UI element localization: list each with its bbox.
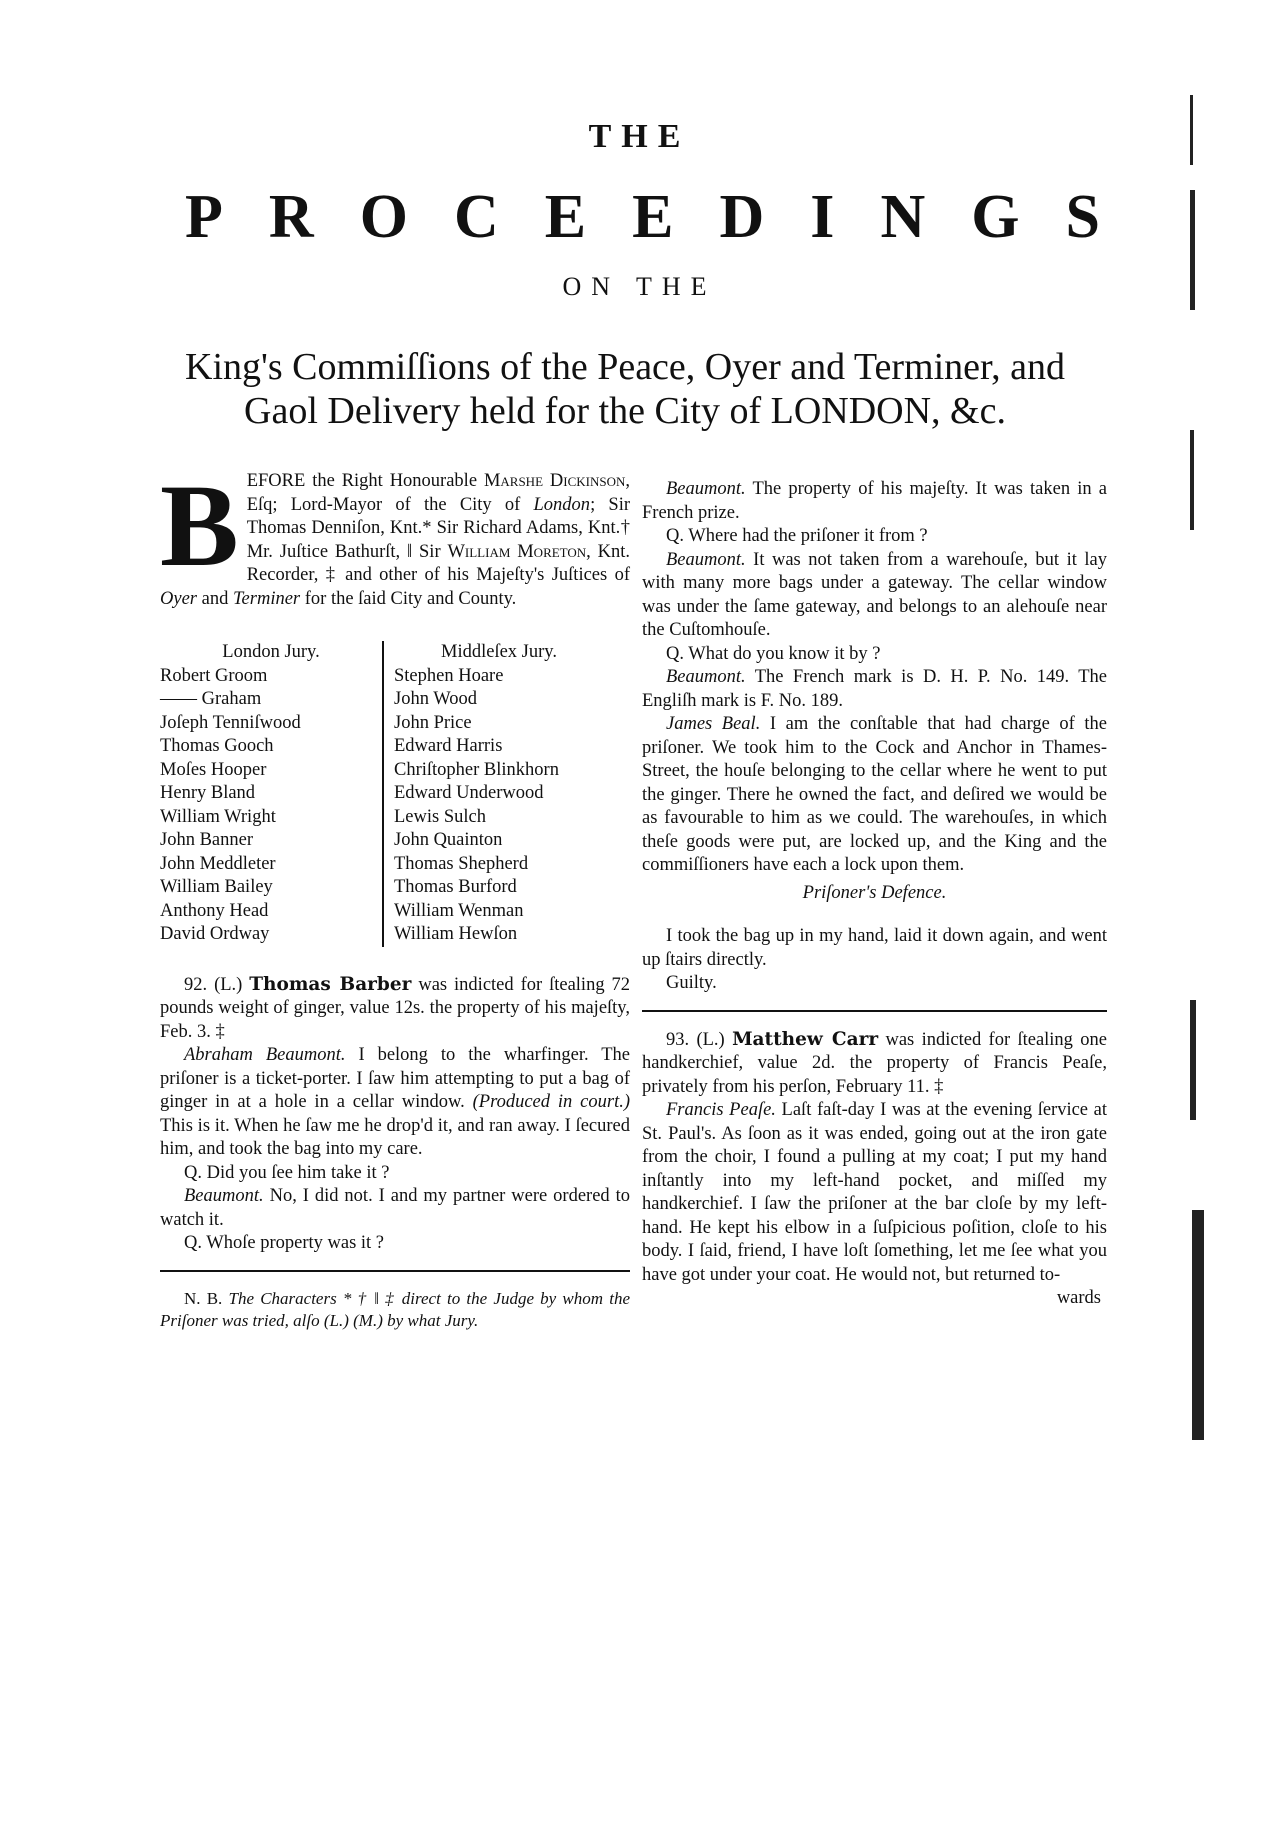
juror-name: William Hewſon <box>394 924 518 944</box>
juror-name: Thomas Gooch <box>160 736 274 756</box>
intro-text-a: EFORE the Right Honourable <box>246 471 484 491</box>
juror-name: —— Graham <box>160 689 262 709</box>
case-92-charge: was indicted for ſtealing 72 pounds weight of ginger, value 12s. the property of his majeſty, Feb. 3. ‡ <box>160 974 631 1042</box>
intro-mayor: Marshe Dickinson <box>483 471 626 491</box>
juror-name: Chriſtopher Blinkhorn <box>394 759 559 780</box>
juror-name: John Quainton <box>394 830 503 850</box>
case-92-answer-1 <box>160 1185 630 1232</box>
title-letter: C <box>453 183 499 251</box>
witness-name: Beaumont. <box>666 479 746 499</box>
defence-heading-text: Priſoner's Defence. <box>802 882 947 903</box>
testimony-text: I am the conſtable that had charge of the priſoner. We took him to the Cock and Anchor in Thames-Street, the houſe belonging to the cellar where he went to put the ginger. There he owned the fact, and deſired we would be as favourable to him as we could. The warehouſes, in which theſe goods were put, are locked up, and the King and the commiſſioners have each a lock upon them. <box>642 714 1107 875</box>
scan-edge-mark <box>1190 190 1195 310</box>
question-4: Q. What do you know it by ? <box>666 643 881 664</box>
juror-name: Robert Groom <box>160 665 268 686</box>
divider-rule <box>160 1270 630 1272</box>
subtitle <box>150 345 1100 433</box>
juror-name: David Ordway <box>160 924 270 944</box>
case-92-question-2: Q. Whoſe property was it ? <box>184 1233 385 1253</box>
testimony-text: I belong to the wharfinger. The priſoner is a ticket-porter. I ſaw him attempting to put a bag of ginger in at a hole in a cellar window. <box>160 1045 630 1112</box>
defence-heading <box>642 882 1107 906</box>
juror-name: Stephen Hoare <box>394 665 504 686</box>
juror-name: John Meddleter <box>160 853 276 874</box>
juror-name: Lewis Sulch <box>394 806 486 827</box>
case-93-defendant: Matthew Carr <box>732 1028 879 1050</box>
juror-name: Joſeph Tenniſwood <box>160 712 301 733</box>
witness-name: Beaumont. <box>184 1186 264 1206</box>
case-92-question-1: Q. Did you ſee him take it ? <box>184 1162 390 1183</box>
testimony-text-b: This is it. When he ſaw me he drop'd it, and ran away. I ſecured him, and took the bag into my care. <box>160 1115 630 1159</box>
intro-text-c: ; Sir Thomas Denniſon, Knt.* Sir Richard Adams, Knt.† Mr. Juſtice Bathurſt, ‖ Sir <box>246 494 630 562</box>
left-column <box>160 460 631 1332</box>
witness-name: Francis Peaſe. <box>666 1100 776 1120</box>
middlesex-jury-heading: Middleſex Jury. <box>441 642 557 662</box>
title-the: THE <box>588 118 691 155</box>
case-92-heading <box>160 973 630 1045</box>
scan-edge-bar <box>1192 1210 1204 1440</box>
title-proceedings <box>185 182 1100 253</box>
answer-text: The property of his majeſty. It was taken in a French prize. <box>642 479 1107 523</box>
title-letter: S <box>1065 183 1100 251</box>
title-letter: E <box>544 183 587 251</box>
footnote-text: The Characters * † ‖ ‡ direct to the Judge by whom the Priſoner was tried, alſo (L.) (M.) by what Jury. <box>160 1288 630 1330</box>
intro-text-d: , Knt. Recorder, ‡ and other of his Majeſty's Juſtices of <box>246 541 631 585</box>
london-jury <box>160 641 382 947</box>
defence-text: I took the bag up in my hand, laid it down again, and went up ſtairs directly. <box>642 926 1107 970</box>
subtitle-line-2: Gaol Delivery held for the City of LONDON, &c. <box>244 390 1006 432</box>
witness-name: Beaumont. <box>666 667 746 687</box>
intro-london: London <box>533 494 591 515</box>
juror-name: Anthony Head <box>160 900 269 921</box>
intro-terminer: Terminer <box>232 588 301 609</box>
title-letter: N <box>880 183 926 251</box>
title-letter: P <box>185 183 223 251</box>
scan-edge-mark <box>1190 95 1193 165</box>
title-letter: R <box>268 183 314 251</box>
constable-testimony <box>642 713 1107 878</box>
jury-lists <box>160 641 630 947</box>
answer-2 <box>642 478 1107 525</box>
juror-name: John Wood <box>394 689 477 709</box>
juror-name: Edward Harris <box>394 736 503 756</box>
witness-name: Beaumont. <box>666 549 746 570</box>
footnote-prefix: N. B. <box>184 1288 223 1308</box>
juror-name: John Banner <box>160 830 253 850</box>
juror-name: William Wenman <box>394 900 524 921</box>
title-on-the: ON THE <box>562 272 717 301</box>
middlesex-jury-list <box>394 665 604 947</box>
intro-oyer: Oyer <box>160 588 197 609</box>
catchword: wards <box>1056 1288 1101 1308</box>
intro-recorder: William Moreton <box>447 541 587 562</box>
juror-name: Moſes Hooper <box>160 759 267 780</box>
juror-name: Thomas Burford <box>394 877 517 897</box>
title-letter: E <box>632 183 674 251</box>
intro-text-f: for the ſaid City and County. <box>300 588 517 609</box>
title-letter: O <box>359 183 408 251</box>
drop-cap: B <box>160 460 239 591</box>
answer-text: The French mark is D. H. P. No. 149. The Engliſh mark is F. No. 189. <box>642 667 1107 711</box>
title-letter: G <box>971 183 1020 251</box>
question-3: Q. Where had the priſoner it from ? <box>666 526 928 546</box>
title-letter: D <box>719 183 765 251</box>
right-column <box>642 478 1107 1311</box>
witness-name: James Beal. <box>666 714 761 734</box>
juror-name: Henry Bland <box>160 783 256 803</box>
juror-name: William Wright <box>160 806 276 827</box>
testimony-note: (Produced in court.) <box>472 1092 630 1112</box>
case-92-testimony-1 <box>160 1044 630 1162</box>
case-93-heading <box>642 1028 1107 1100</box>
juror-name: Edward Underwood <box>394 783 544 803</box>
middlesex-jury <box>382 641 604 947</box>
case-93-charge: was indicted for ſtealing one handkerchief, value 2d. the property of Francis Peaſe, privately from his perſon, February 11. ‡ <box>642 1029 1107 1097</box>
juror-name: William Bailey <box>160 877 273 897</box>
case-93-testimony <box>642 1099 1107 1287</box>
subtitle-line-1: King's Commiſſions of the Peace, Oyer and Terminer, and <box>185 346 1065 388</box>
intro-text-e: and <box>196 588 233 609</box>
answer-text: No, I did not. I and my partner were ordered to watch it. <box>160 1186 630 1230</box>
witness-name: Abraham Beaumont. <box>184 1045 346 1065</box>
case-92-defendant: Thomas Barber <box>249 973 412 995</box>
verdict: Guilty. <box>666 973 717 993</box>
title-letter: I <box>810 183 835 251</box>
case-93-number: 93. (L.) <box>666 1029 725 1050</box>
scan-edge-mark <box>1190 1000 1196 1120</box>
answer-4 <box>642 666 1107 713</box>
divider-rule <box>642 1010 1107 1012</box>
juror-name: John Price <box>394 712 472 733</box>
london-jury-list <box>160 665 382 947</box>
london-jury-heading: London Jury. <box>222 642 320 662</box>
testimony-text: Laſt faſt-day I was at the evening ſervice at St. Paul's. As ſoon as it was ended, going out at the iron gate from the choir, I found a pulling at my coat; I put my hand inſtantly into my left-hand pocket, and miſſed my handkerchief. I ſaw the priſoner at the bar cloſe by my left-hand. He kept his elbow in a ſuſpicious poſition, cloſe to his body. I ſaid, friend, I have loſt ſomething, let me ſee what you have got under your coat. He would not, but returned to- <box>642 1100 1107 1285</box>
footnote <box>160 1288 630 1332</box>
scan-edge-mark <box>1190 430 1194 530</box>
juror-name: Thomas Shepherd <box>394 853 529 874</box>
intro-text-b: , Eſq; Lord-Mayor of the City of <box>246 471 630 515</box>
answer-3 <box>642 549 1107 643</box>
case-92-number: 92. (L.) <box>184 974 243 995</box>
answer-text: It was not taken from a warehouſe, but it lay with many more bags under a gateway. The cellar window was under the ſame gateway, and belongs to an alehouſe near the Cuſtomhouſe. <box>642 549 1107 640</box>
intro-paragraph <box>160 460 631 611</box>
